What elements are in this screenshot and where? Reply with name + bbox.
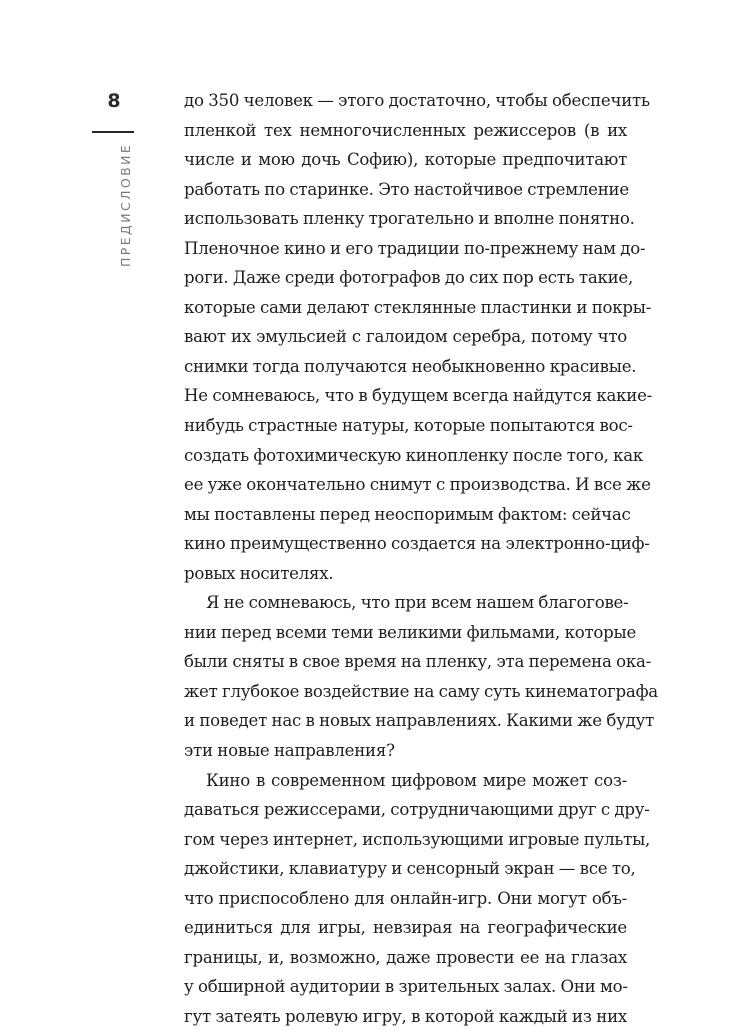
page-number-rule (92, 131, 134, 133)
running-head: ПРЕДИСЛОВИЕ (118, 142, 133, 267)
text-line: нибудь страстные натуры, которые попытаются вос- (184, 416, 633, 436)
text-line: Не сомневаюсь, что в будущем всегда найдутся какие- (184, 386, 653, 406)
text-line: создать фотохимическую кинопленку после того, как (184, 445, 644, 465)
text-line: даваться режиссерами, сотрудничающими друг с дру- (184, 800, 650, 820)
text-line: использовать пленку трогательно и вполне понятно. (184, 209, 635, 229)
text-line: что приспособлено для онлайн-игр. Они могут объ- (184, 888, 627, 908)
text-line: гут затеять ролевую игру, в которой каждый из них (184, 1006, 627, 1026)
text-line: джойстики, клавиатуру и сенсорный экран — все то, (184, 859, 636, 879)
text-line: гом через интернет, использующими игровые пульты, (184, 829, 651, 849)
text-line-paragraph-end: эти новые направления? (184, 741, 395, 761)
text-line: жет глубокое воздействие на саму суть кинематографа (184, 681, 658, 701)
text-line: пленкой тех немногочисленных режиссеров (в их (184, 120, 627, 140)
text-line: нии перед всеми теми великими фильмами, которые (184, 622, 637, 642)
text-line: которые сами делают стеклянные пластинки и покры- (184, 297, 652, 317)
text-line: снимки тогда получаются необыкновенно красивые. (184, 356, 637, 376)
text-line: числе и мою дочь Софию), которые предпочитают (184, 150, 627, 170)
body-text (184, 86, 658, 1032)
text-line: границы, и, возможно, даже провести ее на глазах (184, 947, 627, 967)
text-line: кино преимущественно создается на электронно-циф- (184, 534, 650, 554)
text-line: ее уже окончательно снимут с производства. И все же (184, 475, 651, 495)
text-line-paragraph-end: ровых носителях. (184, 563, 334, 583)
text-line: до 350 человек — этого достаточно, чтобы обеспечить (184, 91, 650, 110)
text-line: работать по старинке. Это настойчивое стремление (184, 179, 629, 199)
page-number: 8 (107, 90, 121, 112)
running-head-container (104, 142, 133, 280)
text-line: мы поставлены перед неоспоримым фактом: сейчас (184, 504, 631, 524)
text-line: были сняты в свое время на пленку, эта перемена ока- (184, 652, 652, 672)
text-line: у обширной аудитории в зрительных залах. Они мо- (184, 977, 628, 997)
text-line: роги. Даже среди фотографов до сих пор есть такие, (184, 268, 634, 288)
text-line: вают их эмульсией с галоидом серебра, потому что (184, 327, 627, 347)
text-line: и поведет нас в новых направлениях. Какими же будут (184, 711, 655, 731)
text-line-paragraph-start: Я не сомневаюсь, что при всем нашем благогове- (206, 593, 629, 613)
text-line: единиться для игры, невзирая на географические (184, 918, 627, 938)
text-line-paragraph-start: Кино в современном цифровом мире может соз- (206, 770, 627, 790)
text-line: Пленочное кино и его традиции по-прежнему нам до- (184, 238, 646, 258)
